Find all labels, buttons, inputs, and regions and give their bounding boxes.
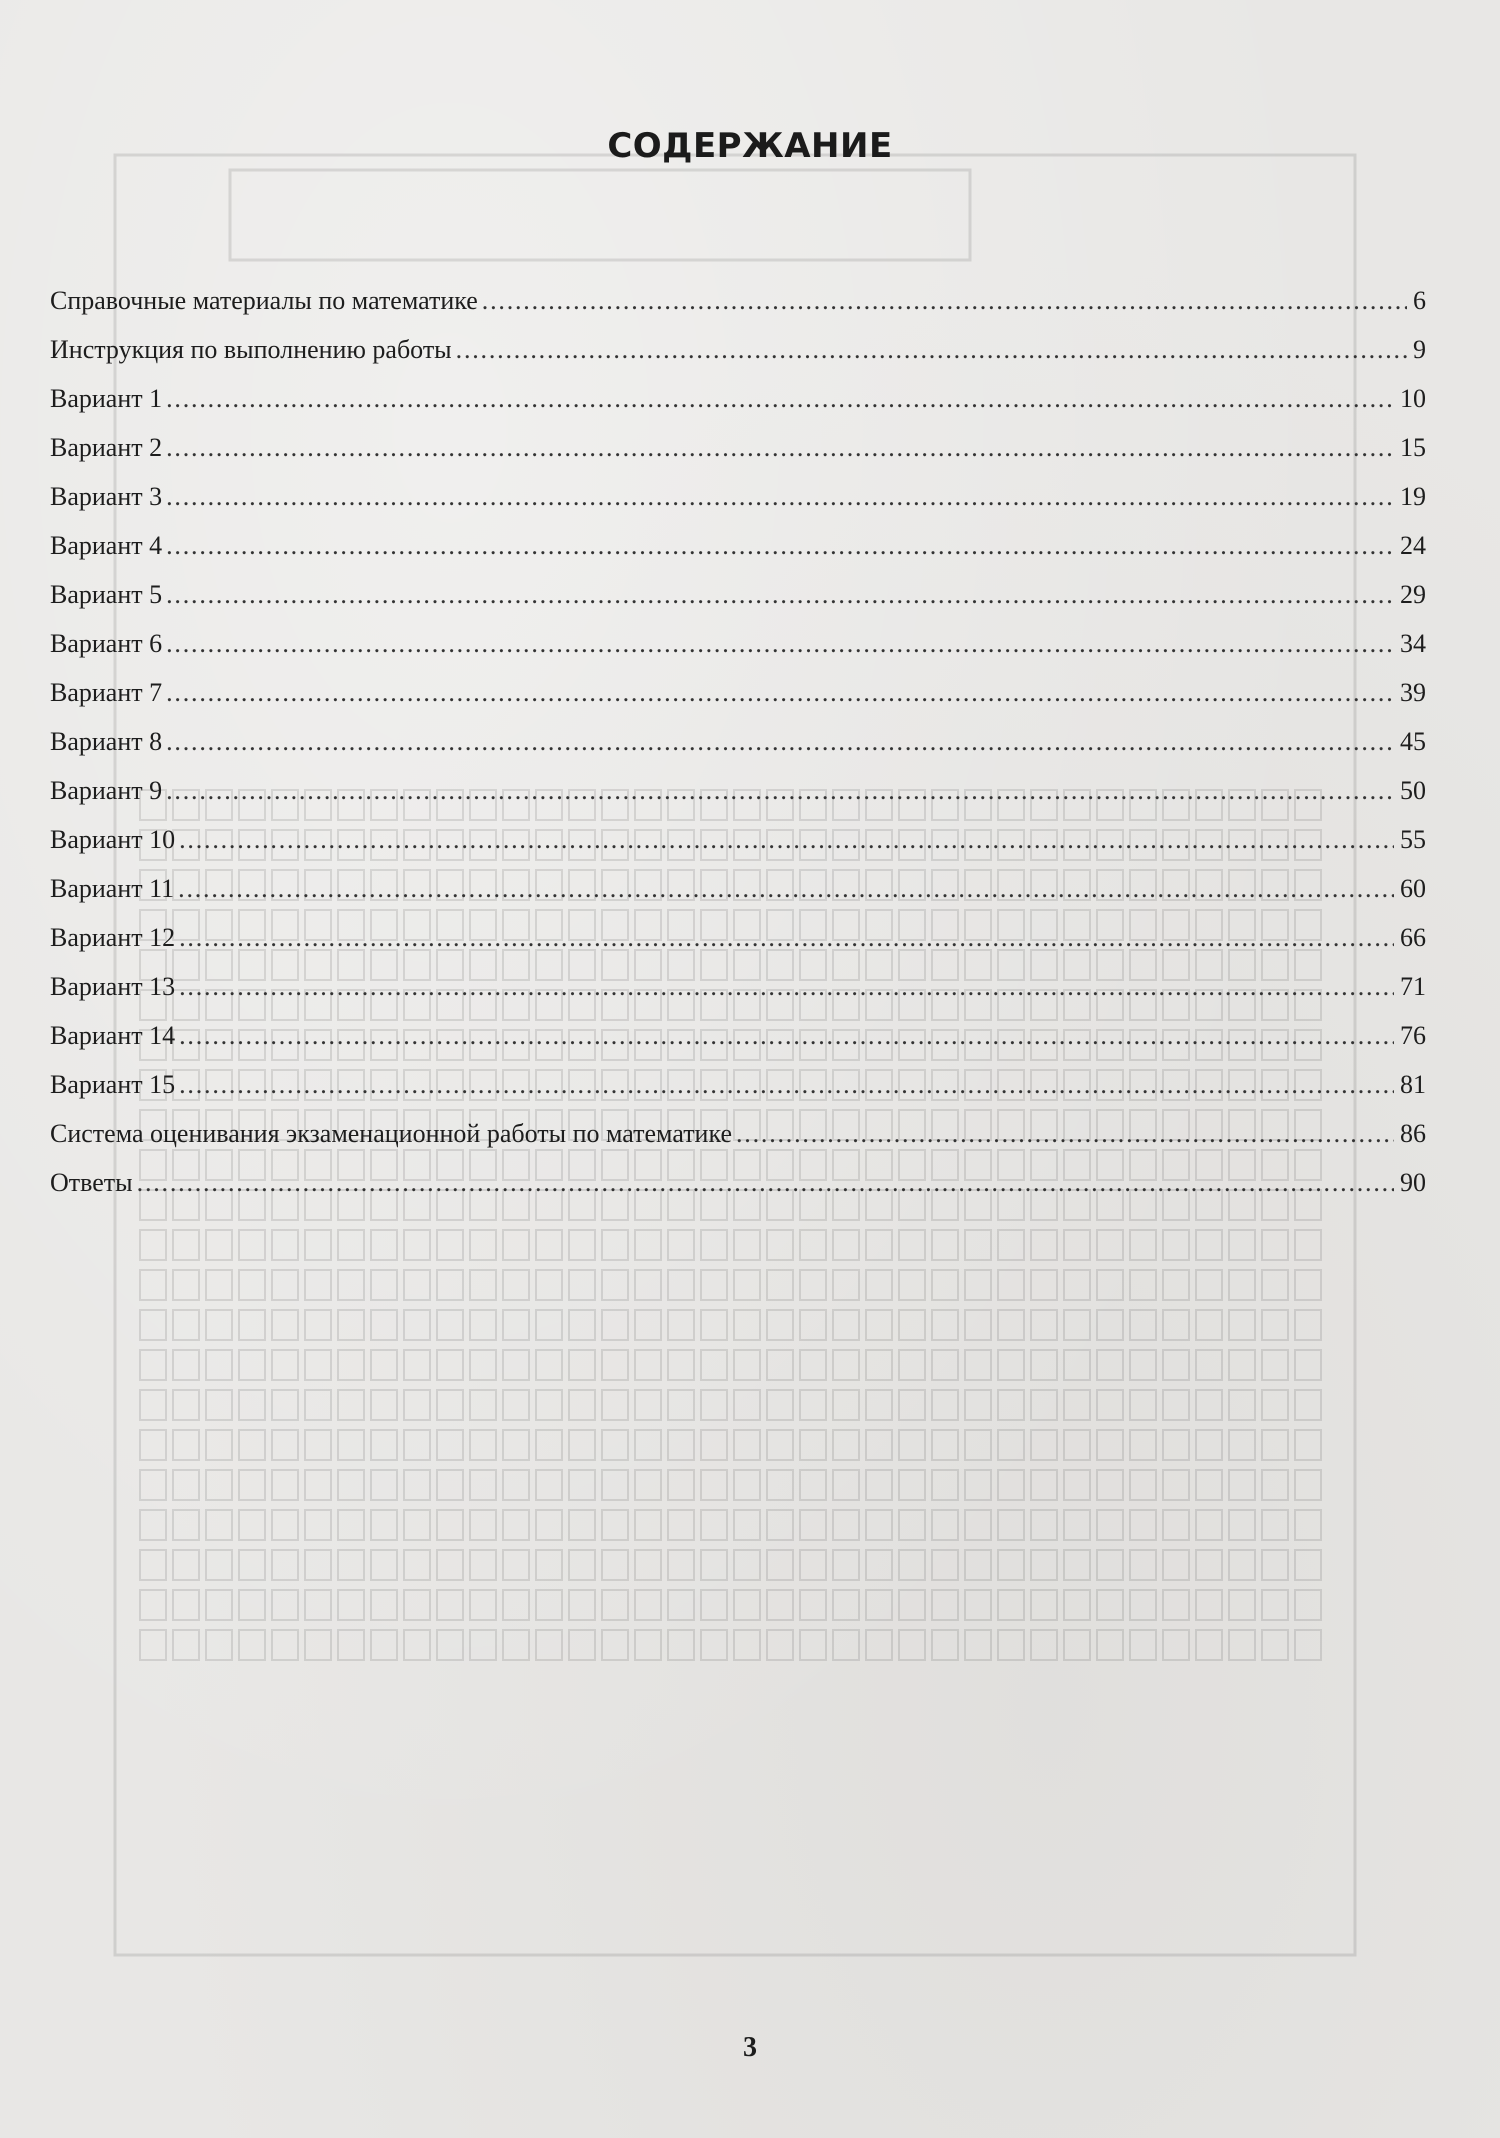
toc-entry-page-number: 19 <box>1400 482 1426 511</box>
toc-entry-page-number: 50 <box>1400 776 1426 805</box>
toc-entry[interactable] <box>50 727 1426 776</box>
toc-entry[interactable] <box>50 874 1426 923</box>
toc-entry[interactable] <box>50 482 1426 531</box>
toc-entry-label: Вариант 5 <box>50 580 163 609</box>
dot-leader <box>456 335 1407 365</box>
toc-entry[interactable] <box>50 825 1426 874</box>
dot-leader <box>166 727 1394 757</box>
toc-entry-page-number: 86 <box>1400 1119 1426 1148</box>
toc-entry-page-number: 29 <box>1400 580 1426 609</box>
toc-entry[interactable] <box>50 531 1426 580</box>
toc-entry-page-number: 34 <box>1400 629 1426 658</box>
toc-entry-label: Вариант 13 <box>50 972 176 1001</box>
toc-entry-page-number: 39 <box>1400 678 1426 707</box>
toc-entry-label: Вариант 15 <box>50 1070 176 1099</box>
toc-entry[interactable] <box>50 776 1426 825</box>
dot-leader <box>179 923 1394 953</box>
dot-leader <box>179 1021 1394 1051</box>
toc-entry[interactable] <box>50 1070 1426 1119</box>
toc-entry-label: Вариант 9 <box>50 776 163 805</box>
dot-leader <box>179 825 1394 855</box>
toc-entry[interactable] <box>50 1168 1426 1217</box>
toc-entry[interactable] <box>50 335 1426 384</box>
toc-entry-page-number: 76 <box>1400 1021 1426 1050</box>
dot-leader <box>166 629 1394 659</box>
dot-leader <box>166 482 1394 512</box>
toc-entry[interactable] <box>50 1119 1426 1168</box>
toc-entry-page-number: 6 <box>1413 286 1426 315</box>
toc-entry-label: Справочные материалы по математике <box>50 286 478 315</box>
page-number: 3 <box>743 2032 757 2063</box>
toc-entry[interactable] <box>50 972 1426 1021</box>
dot-leader <box>166 433 1394 463</box>
page-title: СОДЕРЖАНИЕ <box>607 126 893 166</box>
table-of-contents <box>50 286 1426 1217</box>
toc-entry-page-number: 71 <box>1400 972 1426 1001</box>
toc-entry-page-number: 45 <box>1400 727 1426 756</box>
dot-leader <box>166 384 1394 414</box>
toc-entry-label: Вариант 1 <box>50 384 163 413</box>
toc-entry[interactable] <box>50 433 1426 482</box>
toc-entry-label: Вариант 12 <box>50 923 176 952</box>
toc-entry-label: Вариант 14 <box>50 1021 176 1050</box>
dot-leader <box>166 678 1394 708</box>
dot-leader <box>166 531 1394 561</box>
toc-entry-page-number: 55 <box>1400 825 1426 854</box>
toc-entry-page-number: 66 <box>1400 923 1426 952</box>
toc-entry-page-number: 60 <box>1400 874 1426 903</box>
toc-entry[interactable] <box>50 286 1426 335</box>
toc-entry-page-number: 15 <box>1400 433 1426 462</box>
toc-entry-label: Вариант 7 <box>50 678 163 707</box>
toc-entry[interactable] <box>50 678 1426 727</box>
dot-leader <box>178 874 1394 904</box>
toc-entry-label: Система оценивания экзаменационной работы по математике <box>50 1119 732 1148</box>
toc-entry[interactable] <box>50 923 1426 972</box>
toc-entry-page-number: 90 <box>1400 1168 1426 1197</box>
toc-entry-page-number: 24 <box>1400 531 1426 560</box>
toc-entry-label: Вариант 11 <box>50 874 175 903</box>
toc-entry-label: Вариант 6 <box>50 629 163 658</box>
dot-leader <box>137 1168 1394 1198</box>
toc-entry-label: Вариант 8 <box>50 727 163 756</box>
dot-leader <box>166 776 1394 806</box>
toc-entry-page-number: 81 <box>1400 1070 1426 1099</box>
dot-leader <box>482 286 1407 316</box>
toc-entry-label: Инструкция по выполнению работы <box>50 335 452 364</box>
dot-leader <box>736 1119 1394 1149</box>
toc-entry-label: Вариант 3 <box>50 482 163 511</box>
toc-entry-label: Вариант 4 <box>50 531 163 560</box>
toc-entry-page-number: 10 <box>1400 384 1426 413</box>
toc-entry[interactable] <box>50 580 1426 629</box>
toc-entry-page-number: 9 <box>1413 335 1426 364</box>
toc-entry-label: Вариант 2 <box>50 433 163 462</box>
dot-leader <box>166 580 1394 610</box>
toc-entry-label: Вариант 10 <box>50 825 176 854</box>
toc-entry-label: Ответы <box>50 1168 133 1197</box>
dot-leader <box>179 1070 1394 1100</box>
toc-entry[interactable] <box>50 384 1426 433</box>
toc-entry[interactable] <box>50 629 1426 678</box>
dot-leader <box>179 972 1394 1002</box>
toc-entry[interactable] <box>50 1021 1426 1070</box>
